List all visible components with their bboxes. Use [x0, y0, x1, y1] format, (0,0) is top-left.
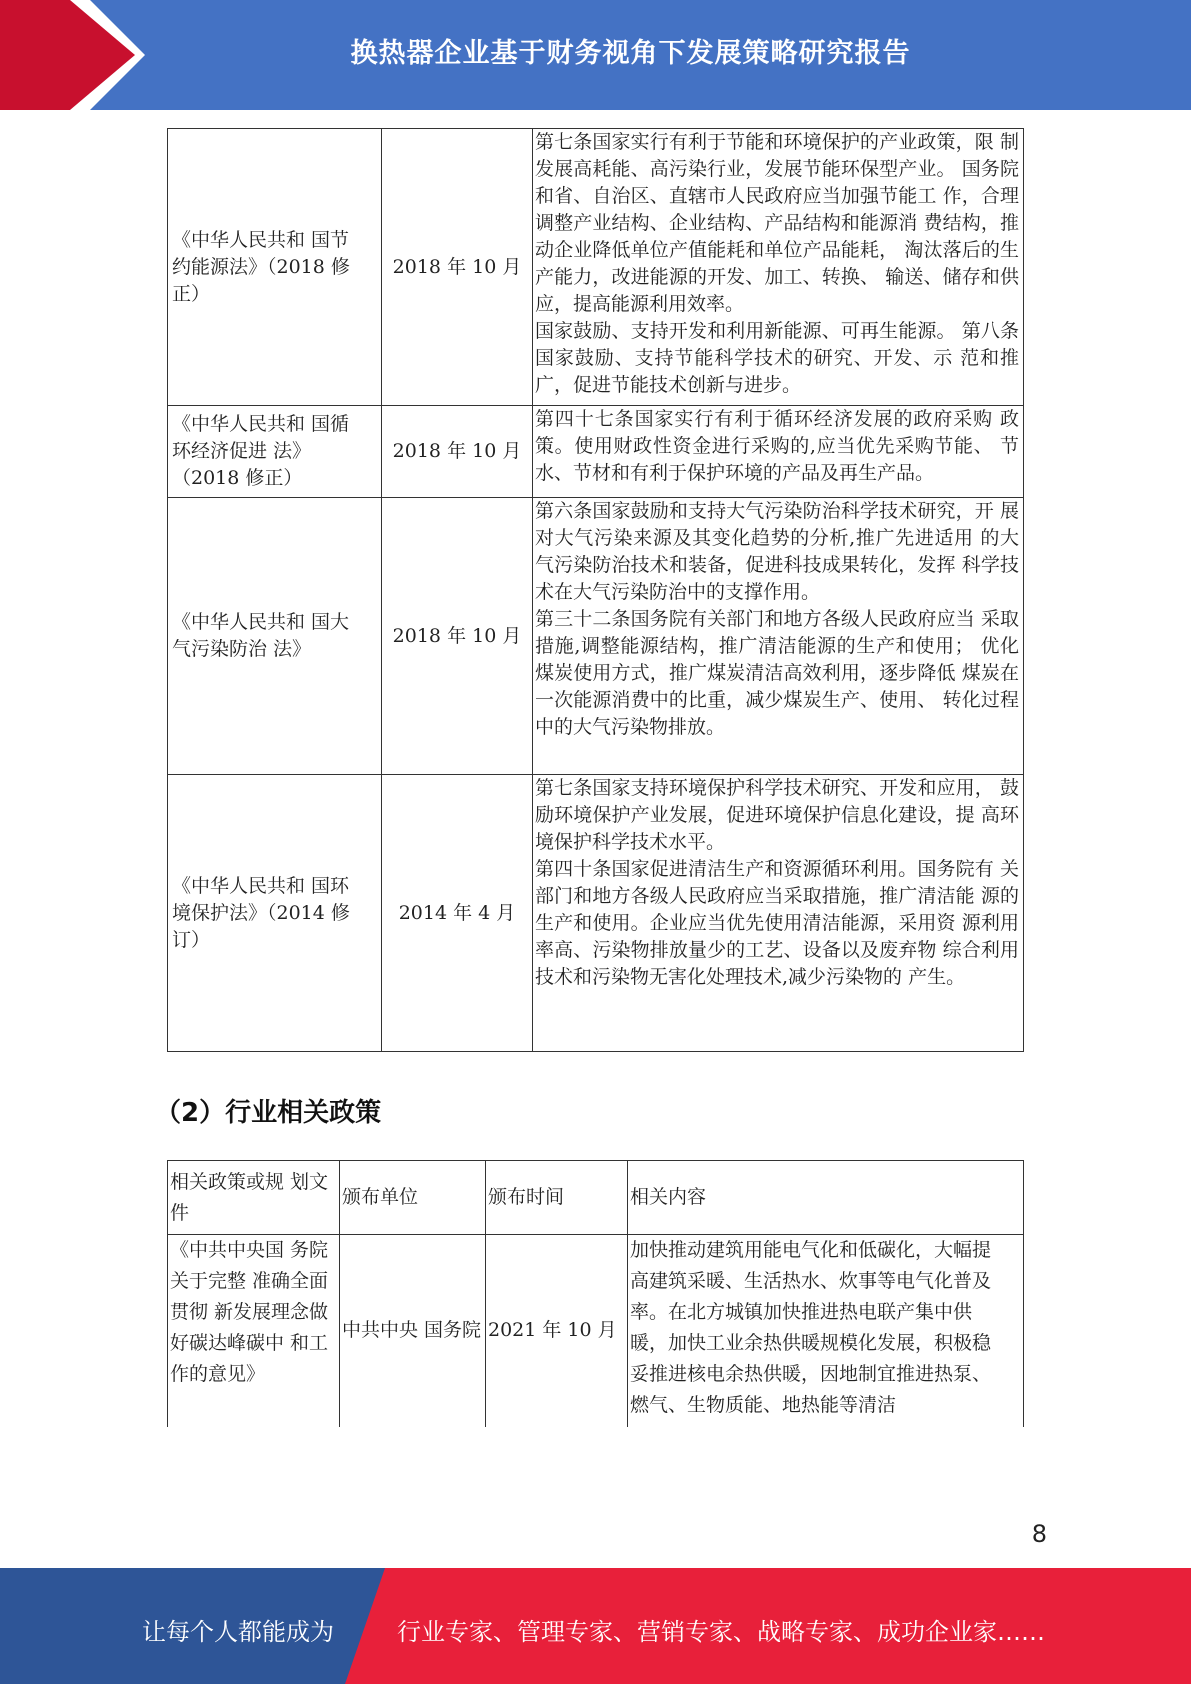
law-paragraph: 第六条国家鼓励和支持大气污染防治科学技术研究，开 展对大气污染来源及其变化趋势的分析,推广先进适用 的大气污染防治技术和装备，促进科技成果转化，发挥 科学技术在大气污染防治中的支撑作用。 — [535, 500, 1019, 603]
law-name: 《中华人民共和 国环境保护法》（2014 修订） — [168, 775, 382, 1052]
law-content — [533, 406, 1024, 498]
law-name: 《中华人民共和 国循环经济促进 法》（2018 修正） — [168, 406, 382, 498]
table-row — [168, 498, 1024, 775]
header-arrow-decoration — [0, 0, 150, 110]
page-header — [0, 0, 1191, 110]
table-row — [168, 406, 1024, 498]
page-number: 8 — [1031, 1520, 1047, 1548]
footer-slogan-right: 行业专家、管理专家、营销专家、战略专家、成功企业家…… — [397, 1618, 1045, 1646]
law-paragraph: 第七条国家实行有利于节能和环境保护的产业政策，限 制发展高耗能、高污染行业，发展节能环保型产业。 国务院和省、自治区、直辖市人民政府应当加强节能工 作，合理调整产业结构、企业结构、产品结构和能源消 费结构，推动企业降低单位产值能耗和单位产品能耗， 淘汰落后的生产能力，改进能源的开发、加工、转换、 输送、储存和供应，提高能源利用效率。 — [535, 131, 1019, 315]
column-header: 相关内容 — [628, 1161, 1024, 1235]
law-date: 2018 年 10 月 — [382, 406, 533, 498]
law-date: 2018 年 10 月 — [382, 129, 533, 406]
header-title: 换热器企业基于财务视角下发展策略研究报告 — [350, 37, 911, 69]
policy-date: 2021 年 10 月 — [486, 1235, 628, 1427]
law-name: 《中华人民共和 国节约能源法》（2018 修正） — [168, 129, 382, 406]
column-header: 相关政策或规 划文件 — [168, 1161, 340, 1235]
law-date: 2014 年 4 月 — [382, 775, 533, 1052]
section-heading: （2）行业相关政策 — [155, 1098, 382, 1128]
law-paragraph: 第七条国家支持环境保护科学技术研究、开发和应用， 鼓励环境保护产业发展，促进环境保护信息化建设，提 高环境保护科学技术水平。 — [535, 777, 1019, 853]
law-table — [167, 128, 1024, 1052]
law-paragraph: 国家鼓励、支持开发和利用新能源、可再生能源。 第八条国家鼓励、支持节能科学技术的研究、开发、示 范和推广，促进节能技术创新与进步。 — [535, 320, 1019, 396]
policy-content: 加快推动建筑用能电气化和低碳化，大幅提高建筑采暖、生活热水、炊事等电气化普及率。在北方城镇加快推进热电联产集中供暖，加快工业余热供暖规模化发展，积极稳妥推进核电余热供暖，因地制宜推进热泵、燃气、生物质能、地热能等清洁 — [628, 1235, 1024, 1427]
law-content — [533, 129, 1024, 406]
policy-table — [167, 1160, 1024, 1427]
column-header: 颁布时间 — [486, 1161, 628, 1235]
law-date: 2018 年 10 月 — [382, 498, 533, 775]
policy-issuer: 中共中央 国务院 — [340, 1235, 486, 1427]
table-row — [168, 129, 1024, 406]
table-row — [168, 775, 1024, 1052]
law-paragraph: 第三十二条国务院有关部门和地方各级人民政府应当 采取措施,调整能源结构，推广清洁能源的生产和使用； 优化煤炭使用方式，推广煤炭清洁高效利用，逐步降低 煤炭在一次能源消费中的比重，减少煤炭生产、使用、 转化过程中的大气污染物排放。 — [535, 608, 1019, 738]
law-paragraph: 第四十条国家促进清洁生产和资源循环利用。国务院有 关部门和地方各级人民政府应当采取措施，推广清洁能 源的生产和使用。企业应当优先使用清洁能源，采用资 源利用率高、污染物排放量少的工艺、设备以及废弃物 综合利用技术和污染物无害化处理技术,减少污染物的 产生。 — [535, 858, 1019, 988]
policy-doc: 《中共中央国 务院关于完整 准确全面贯彻 新发展理念做 好碳达峰碳中 和工作的意见》 — [168, 1235, 340, 1427]
table-header-row — [168, 1161, 1024, 1235]
law-name: 《中华人民共和 国大气污染防治 法》 — [168, 498, 382, 775]
table-row — [168, 1235, 1024, 1427]
footer-slogan-left: 让每个人都能成为 — [142, 1618, 334, 1646]
law-content — [533, 498, 1024, 775]
column-header: 颁布单位 — [340, 1161, 486, 1235]
law-paragraph: 第四十七条国家实行有利于循环经济发展的政府采购 政策。使用财政性资金进行采购的,应当优先采购节能、 节水、节材和有利于保护环境的产品及再生产品。 — [535, 408, 1019, 484]
law-content — [533, 775, 1024, 1052]
